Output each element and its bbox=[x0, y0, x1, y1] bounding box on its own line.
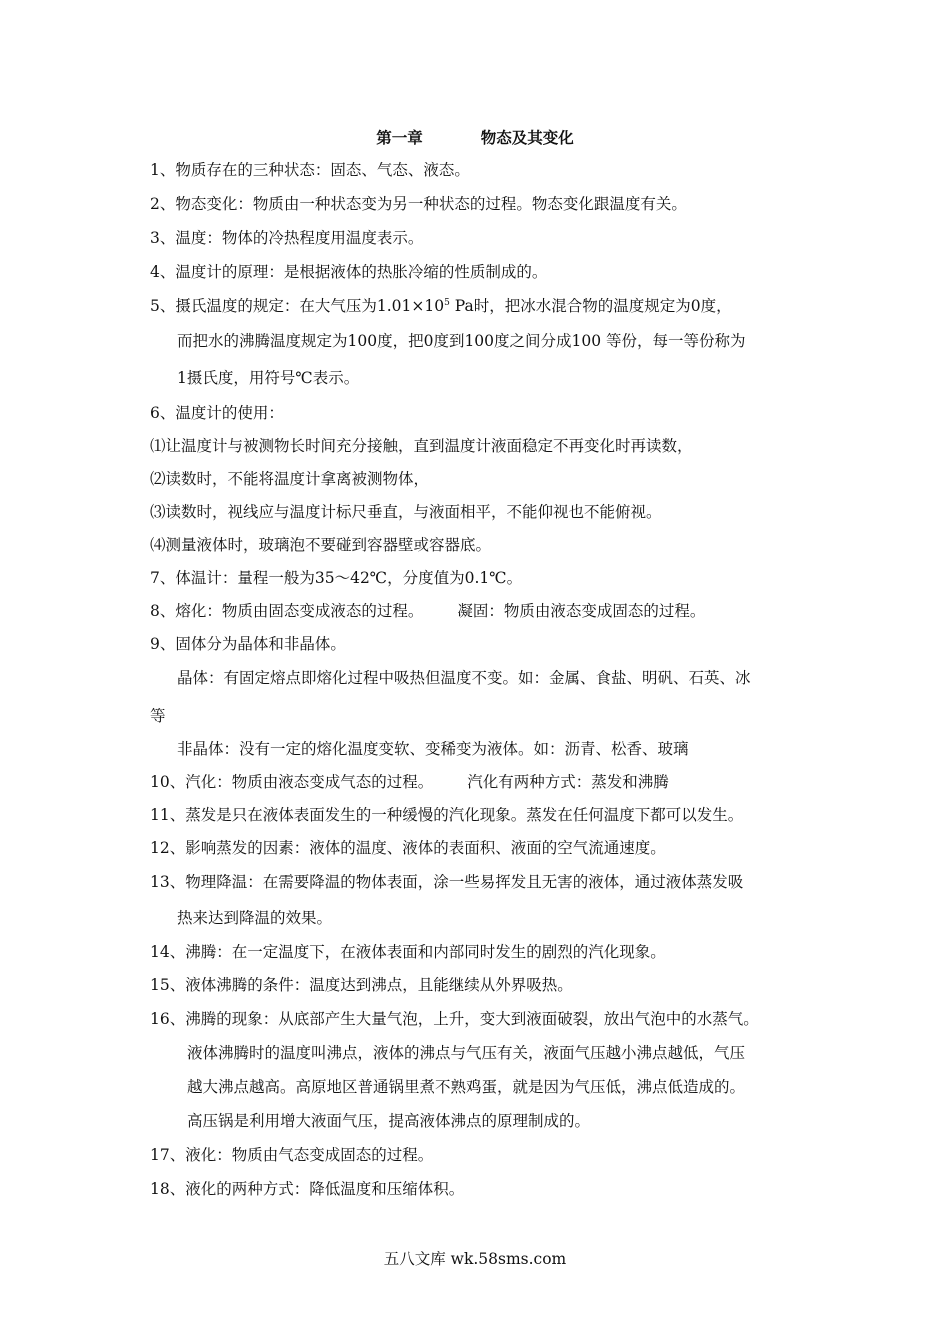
point-5-lead: 5、摄氏温度的规定：在大气压为 bbox=[150, 297, 377, 315]
point-6: 6、温度计的使用： bbox=[150, 404, 284, 422]
amorphous-definition: 非晶体：没有一定的熔化温度变软、变稀变为液体。如：沥青、松香、玻璃 bbox=[177, 740, 689, 758]
point-18: 18、液化的两种方式：降低温度和压缩体积。 bbox=[150, 1180, 465, 1198]
point-4: 4、温度计的原理：是根据液体的热胀冷缩的性质制成的。 bbox=[150, 263, 548, 281]
point-13-cont: 热来达到降温的效果。 bbox=[177, 909, 333, 927]
vaporization-methods: 汽化有两种方式：蒸发和沸腾 bbox=[467, 773, 669, 791]
crystal-definition-cont: 等 bbox=[150, 707, 166, 725]
point-15: 15、液体沸腾的条件：温度达到沸点，且能继续从外界吸热。 bbox=[150, 976, 573, 994]
point-6-item-1: ⑴让温度计与被测物长时间充分接触，直到温度计液面稳定不再变化时再读数， bbox=[150, 437, 693, 455]
point-6-item-2: ⑵读数时，不能将温度计拿离被测物体， bbox=[150, 470, 430, 488]
pressure-value: 1.01×10 bbox=[376, 297, 445, 315]
chapter-number: 第一章 bbox=[376, 129, 423, 147]
point-5-cont-2: 1摄氏度，用符号℃表示。 bbox=[177, 369, 360, 387]
vaporization-definition: 10、汽化：物质由液态变成气态的过程。 bbox=[150, 773, 434, 791]
point-2: 2、物态变化：物质由一种状态变为另一种状态的过程。物态变化跟温度有关。 bbox=[150, 195, 687, 213]
point-1: 1、物质存在的三种状态：固态、气态、液态。 bbox=[150, 161, 470, 179]
point-11: 11、蒸发是只在液体表面发生的一种缓慢的汽化现象。蒸发在任何温度下都可以发生。 bbox=[150, 806, 744, 824]
point-16-cont-3: 高压锅是利用增大液面气压，提高液体沸点的原理制成的。 bbox=[187, 1112, 591, 1130]
point-8 bbox=[150, 601, 705, 621]
point-12: 12、影响蒸发的因素：液体的温度、液体的表面积、液面的空气流通速度。 bbox=[150, 839, 666, 857]
chapter-name: 物态及其变化 bbox=[480, 129, 574, 147]
point-3: 3、温度：物体的冷热程度用温度表示。 bbox=[150, 229, 424, 247]
crystal-definition: 晶体：有固定熔点即熔化过程中吸热但温度不变。如：金属、食盐、明矾、石英、冰 bbox=[177, 669, 751, 687]
point-6-item-4: ⑷测量液体时，玻璃泡不要碰到容器壁或容器底。 bbox=[150, 536, 492, 554]
point-9: 9、固体分为晶体和非晶体。 bbox=[150, 635, 346, 653]
point-7: 7、体温计：量程一般为35～42℃，分度值为0.1℃。 bbox=[150, 569, 523, 587]
point-16: 16、沸腾的现象：从底部产生大量气泡，上升，变大到液面破裂，放出气泡中的水蒸气。 bbox=[150, 1010, 759, 1028]
point-10 bbox=[150, 772, 669, 792]
point-6-item-3: ⑶读数时，视线应与温度计标尺垂直，与液面相平，不能仰视也不能俯视。 bbox=[150, 503, 662, 521]
point-5-cont-1: 而把水的沸腾温度规定为100度，把0度到100度之间分成100 等份，每一等份称为 bbox=[177, 332, 746, 350]
pressure-exponent: 5 bbox=[444, 298, 450, 308]
melting-definition: 8、熔化：物质由固态变成液态的过程。 bbox=[150, 602, 424, 620]
point-5-rest: Pa时，把冰水混合物的温度规定为0度， bbox=[449, 297, 732, 315]
footer-watermark: 五八文库 wk.58sms.com bbox=[383, 1250, 567, 1268]
solidification-definition: 凝固：物质由液态变成固态的过程。 bbox=[457, 602, 706, 620]
point-14: 14、沸腾：在一定温度下，在液体表面和内部同时发生的剧烈的汽化现象。 bbox=[150, 943, 666, 961]
point-16-cont-1: 液体沸腾时的温度叫沸点，液体的沸点与气压有关，液面气压越小沸点越低，气压 bbox=[187, 1044, 746, 1062]
point-13: 13、物理降温：在需要降温的物体表面，涂一些易挥发且无害的液体，通过液体蒸发吸 bbox=[150, 873, 744, 891]
point-17: 17、液化：物质由气态变成固态的过程。 bbox=[150, 1146, 434, 1164]
point-5 bbox=[150, 296, 732, 316]
chapter-title bbox=[0, 126, 950, 148]
point-16-cont-2: 越大沸点越高。高原地区普通锅里煮不熟鸡蛋，就是因为气压低，沸点低造成的。 bbox=[187, 1078, 746, 1096]
